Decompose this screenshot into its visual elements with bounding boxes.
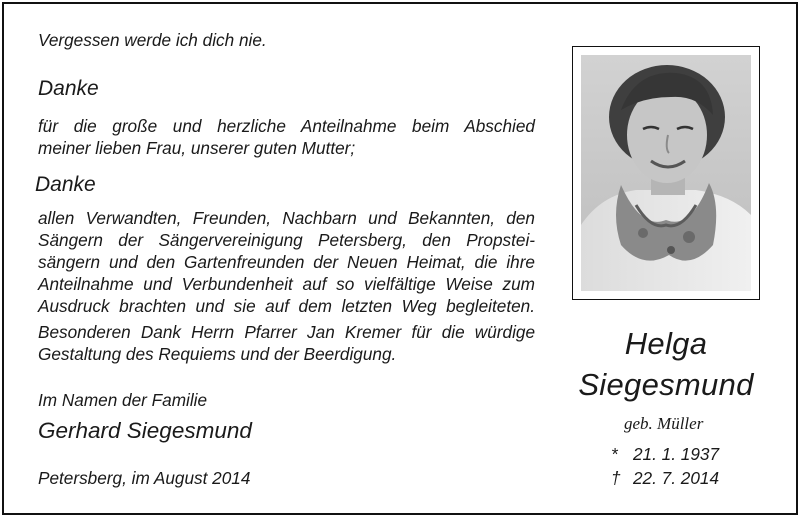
thanks-line: sängern und den Gartenfreunden der Neuen Heimat, die ihre bbox=[38, 252, 535, 272]
danke-heading-1: Danke bbox=[38, 77, 99, 100]
portrait-photo bbox=[581, 55, 751, 291]
opening-line: Vergessen werde ich dich nie. bbox=[38, 30, 267, 50]
death-symbol: † bbox=[611, 468, 621, 488]
portrait-illustration bbox=[581, 55, 751, 291]
special-thanks-paragraph bbox=[38, 321, 535, 365]
signature-intro: Im Namen der Familie bbox=[38, 390, 208, 410]
birth-symbol: * bbox=[611, 444, 618, 464]
deceased-first-name: Helga bbox=[624, 326, 708, 361]
danke-heading-2: Danke bbox=[35, 173, 96, 196]
maiden-name: geb. Müller bbox=[624, 414, 704, 433]
deceased-last-name: Siegesmund bbox=[578, 367, 754, 402]
birth-date: 21. 1. 1937 bbox=[633, 444, 720, 464]
thanks-line: allen Verwandten, Freunden, Nachbarn und Bekannten, den bbox=[38, 208, 535, 228]
thanks-paragraph-2 bbox=[38, 207, 535, 317]
thanks-line: für die große und herzliche Anteilnahme beim Abschied bbox=[38, 116, 535, 136]
thanks-line: meiner lieben Frau, unserer guten Mutter; bbox=[38, 138, 356, 158]
thanks-line: Besonderen Dank Herrn Pfarrer Jan Kremer für die würdige bbox=[38, 322, 535, 342]
thanks-line: Ausdruck brachten und sie auf dem letzten Weg begleiteten. bbox=[38, 296, 535, 316]
thanks-line: Anteilnahme und Verbundenheit auf so vielfältige Weise zum bbox=[38, 274, 535, 294]
portrait-frame bbox=[572, 46, 760, 300]
place-date: Petersberg, im August 2014 bbox=[38, 468, 251, 488]
thanks-paragraph-1 bbox=[38, 115, 535, 159]
signature-name: Gerhard Siegesmund bbox=[38, 418, 252, 443]
thanks-line: Gestaltung des Requiems und der Beerdigung. bbox=[38, 344, 397, 364]
thanks-line: Sängern der Sängervereinigung Petersberg, den Propstei- bbox=[38, 230, 535, 250]
death-date: 22. 7. 2014 bbox=[633, 468, 720, 488]
